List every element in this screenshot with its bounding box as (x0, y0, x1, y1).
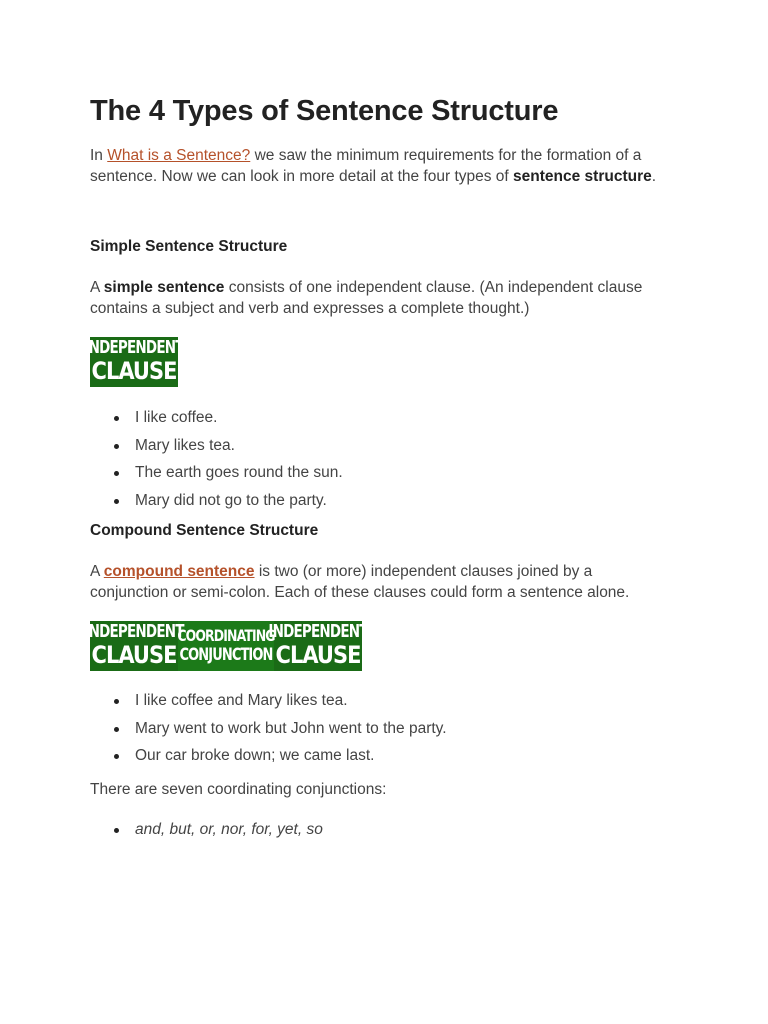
badge-top-text: INDEPENDENT (84, 621, 184, 642)
simple-heading: Simple Sentence Structure (90, 238, 288, 255)
simple-paragraph (90, 278, 670, 319)
compound-para-suffix: is two (or more) independent clauses joined by a conjunction or semi-colon. Each of these clauses could form a sentence alone. (90, 563, 630, 601)
compound-sentence-link[interactable]: compound sentence (103, 563, 255, 580)
article (84, 92, 670, 844)
badge-top-text: INDEPENDENT (268, 621, 368, 642)
badge-bottom-text: CLAUSE (275, 641, 361, 669)
badge-top-text: INDEPENDENT (84, 337, 184, 358)
compound-heading: Compound Sentence Structure (90, 522, 319, 539)
intro-bold: sentence structure (513, 167, 652, 185)
intro-prefix: In (90, 147, 108, 164)
conjunctions-intro: There are seven coordinating conjunctions: (90, 780, 387, 798)
page-title: The 4 Types of Sentence Structure (90, 95, 559, 127)
compound-examples-list (90, 687, 670, 770)
what-is-a-sentence-link[interactable]: What is a Sentence? (107, 147, 251, 164)
simple-para-prefix: A (90, 279, 104, 296)
simple-para-suffix: consists of one independent clause. (An independent clause contains a subject and verb and expresses a complete thought.) (90, 279, 643, 317)
list-item: I like coffee and Mary likes tea. (135, 687, 670, 715)
simple-sentence-term: simple sentence (103, 279, 225, 296)
list-item: The earth goes round the sun. (135, 459, 670, 487)
independent-clause-badge (84, 337, 184, 387)
intro-paragraph (90, 146, 670, 187)
intro-suffix: . (651, 167, 657, 185)
badge-bottom-text: CONJUNCTION (179, 646, 273, 666)
list-item: Mary likes tea. (135, 432, 670, 460)
compound-paragraph (90, 562, 670, 603)
list-item: Mary went to work but John went to the party. (135, 715, 670, 743)
list-item: Mary did not go to the party. (135, 487, 670, 515)
conjunctions-list (90, 816, 670, 844)
coordinating-conjunction-badge (178, 621, 274, 671)
list-item: I like coffee. (135, 404, 670, 432)
badge-bottom-text: CLAUSE (91, 357, 177, 385)
simple-examples-list (90, 404, 670, 514)
badge-top-text: COORDINATING (177, 625, 275, 645)
list-item: and, but, or, nor, for, yet, so (135, 816, 670, 844)
simple-diagram (84, 337, 670, 387)
list-item: Our car broke down; we came last. (135, 742, 670, 770)
badge-bottom-text: CLAUSE (91, 641, 177, 669)
intro-middle: we saw the minimum requirements for the formation of a sentence. Now we can look in more detail at the four types of (90, 147, 642, 185)
independent-clause-badge (84, 621, 184, 671)
compound-diagram (84, 621, 670, 671)
independent-clause-badge (268, 621, 368, 671)
compound-para-prefix: A (90, 563, 104, 580)
